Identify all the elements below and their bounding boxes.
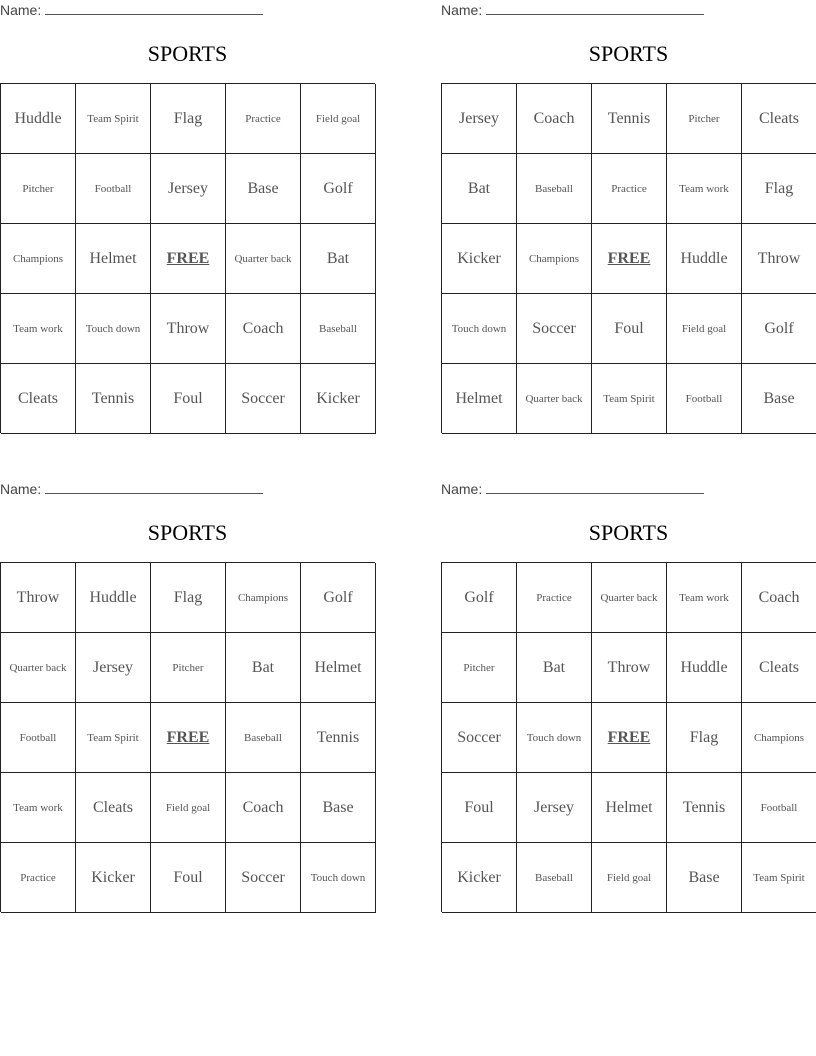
bingo-cell: Champions <box>226 563 301 633</box>
name-line <box>441 479 816 499</box>
bingo-cell: Huddle <box>667 633 742 703</box>
bingo-cell: Flag <box>742 154 816 224</box>
bingo-cell: Tennis <box>76 364 151 434</box>
name-label: Name: <box>0 481 42 497</box>
bingo-cell: Helmet <box>76 224 151 294</box>
bingo-grid <box>0 83 375 433</box>
bingo-cell: Football <box>667 364 742 434</box>
card-title: SPORTS <box>147 520 228 545</box>
bingo-cell: Football <box>742 773 816 843</box>
name-line <box>0 0 375 20</box>
name-blank <box>45 481 263 494</box>
bingo-grid <box>441 562 816 912</box>
bingo-cell: Cleats <box>1 364 76 434</box>
bingo-cell: Flag <box>151 84 226 154</box>
bingo-cell: Touch down <box>301 843 376 913</box>
bingo-cell: Touch down <box>517 703 592 773</box>
bingo-cell: Quarter back <box>592 563 667 633</box>
bingo-cell: Throw <box>742 224 816 294</box>
bingo-cell: Baseball <box>301 294 376 364</box>
bingo-cell: Pitcher <box>151 633 226 703</box>
bingo-cell: Foul <box>592 294 667 364</box>
bingo-cell: Coach <box>742 563 816 633</box>
bingo-grid <box>441 83 816 433</box>
bingo-cell: Coach <box>226 773 301 843</box>
bingo-cell: Team work <box>667 154 742 224</box>
bingo-cell: Huddle <box>667 224 742 294</box>
bingo-cell: Pitcher <box>442 633 517 703</box>
bingo-cell: Golf <box>301 154 376 224</box>
name-blank <box>486 481 704 494</box>
bingo-cell: Team work <box>667 563 742 633</box>
bingo-cell: Football <box>1 703 76 773</box>
bingo-cell: Huddle <box>76 563 151 633</box>
bingo-cell: Baseball <box>517 154 592 224</box>
bingo-cell: Throw <box>1 563 76 633</box>
bingo-cell: Bat <box>226 633 301 703</box>
name-label: Name: <box>441 2 483 18</box>
bingo-cell: Jersey <box>442 84 517 154</box>
free-space-cell: FREE <box>151 703 226 773</box>
bingo-cell: Kicker <box>76 843 151 913</box>
card-title: SPORTS <box>147 41 228 66</box>
bingo-cell: Quarter back <box>517 364 592 434</box>
bingo-cell: Base <box>742 364 816 434</box>
bingo-cell: Kicker <box>442 224 517 294</box>
bingo-cell: Team Spirit <box>592 364 667 434</box>
bingo-cell: Field goal <box>592 843 667 913</box>
bingo-cell: Throw <box>151 294 226 364</box>
bingo-cell: Helmet <box>592 773 667 843</box>
bingo-cell: Tennis <box>301 703 376 773</box>
bingo-cell: Throw <box>592 633 667 703</box>
bingo-cell: Helmet <box>442 364 517 434</box>
bingo-cell: Foul <box>442 773 517 843</box>
bingo-cell: Team Spirit <box>742 843 816 913</box>
bingo-cell: Tennis <box>592 84 667 154</box>
name-label: Name: <box>441 481 483 497</box>
bingo-cell: Cleats <box>76 773 151 843</box>
bingo-cell: Practice <box>226 84 301 154</box>
bingo-cell: Coach <box>226 294 301 364</box>
bingo-cell: Pitcher <box>667 84 742 154</box>
bingo-cell: Base <box>301 773 376 843</box>
bingo-cell: Team work <box>1 773 76 843</box>
bingo-cell: Base <box>226 154 301 224</box>
bingo-card-4 <box>441 479 816 912</box>
bingo-card-1 <box>0 0 375 433</box>
name-line <box>0 479 375 499</box>
bingo-cell: Team Spirit <box>76 84 151 154</box>
bingo-cell: Practice <box>592 154 667 224</box>
bingo-cell: Football <box>76 154 151 224</box>
bingo-cell: Champions <box>517 224 592 294</box>
bingo-cell: Kicker <box>301 364 376 434</box>
name-label: Name: <box>0 2 42 18</box>
bingo-cell: Practice <box>1 843 76 913</box>
bingo-cell: Bat <box>517 633 592 703</box>
name-blank <box>45 2 263 15</box>
bingo-cell: Foul <box>151 843 226 913</box>
bingo-cell: Quarter back <box>1 633 76 703</box>
bingo-cell: Champions <box>742 703 816 773</box>
bingo-cell: Cleats <box>742 633 816 703</box>
bingo-cell: Jersey <box>517 773 592 843</box>
bingo-cell: Flag <box>151 563 226 633</box>
bingo-cell: Field goal <box>151 773 226 843</box>
bingo-cell: Foul <box>151 364 226 434</box>
bingo-cell: Cleats <box>742 84 816 154</box>
name-blank <box>486 2 704 15</box>
bingo-cell: Kicker <box>442 843 517 913</box>
bingo-cell: Touch down <box>442 294 517 364</box>
bingo-cell: Tennis <box>667 773 742 843</box>
bingo-cell: Soccer <box>226 364 301 434</box>
free-space-cell: FREE <box>151 224 226 294</box>
bingo-cell: Quarter back <box>226 224 301 294</box>
bingo-cell: Baseball <box>226 703 301 773</box>
bingo-cell: Bat <box>442 154 517 224</box>
bingo-cell: Bat <box>301 224 376 294</box>
bingo-card-2 <box>441 0 816 433</box>
free-space-cell: FREE <box>592 224 667 294</box>
bingo-cell: Flag <box>667 703 742 773</box>
bingo-cell: Jersey <box>151 154 226 224</box>
bingo-cell: Team work <box>1 294 76 364</box>
bingo-cell: Huddle <box>1 84 76 154</box>
bingo-cell: Soccer <box>442 703 517 773</box>
bingo-cell: Practice <box>517 563 592 633</box>
bingo-cell: Soccer <box>517 294 592 364</box>
name-line <box>441 0 816 20</box>
bingo-cell: Field goal <box>667 294 742 364</box>
free-space-cell: FREE <box>592 703 667 773</box>
bingo-cell: Golf <box>742 294 816 364</box>
bingo-cell: Champions <box>1 224 76 294</box>
bingo-cell: Pitcher <box>1 154 76 224</box>
card-title: SPORTS <box>588 41 669 66</box>
bingo-cell: Coach <box>517 84 592 154</box>
bingo-cell: Base <box>667 843 742 913</box>
card-title: SPORTS <box>588 520 669 545</box>
bingo-cell: Team Spirit <box>76 703 151 773</box>
bingo-cell: Helmet <box>301 633 376 703</box>
bingo-cell: Baseball <box>517 843 592 913</box>
bingo-cell: Golf <box>442 563 517 633</box>
bingo-grid <box>0 562 375 912</box>
bingo-cell: Field goal <box>301 84 376 154</box>
bingo-card-3 <box>0 479 375 912</box>
bingo-cell: Touch down <box>76 294 151 364</box>
bingo-cell: Jersey <box>76 633 151 703</box>
bingo-cell: Soccer <box>226 843 301 913</box>
bingo-cell: Golf <box>301 563 376 633</box>
